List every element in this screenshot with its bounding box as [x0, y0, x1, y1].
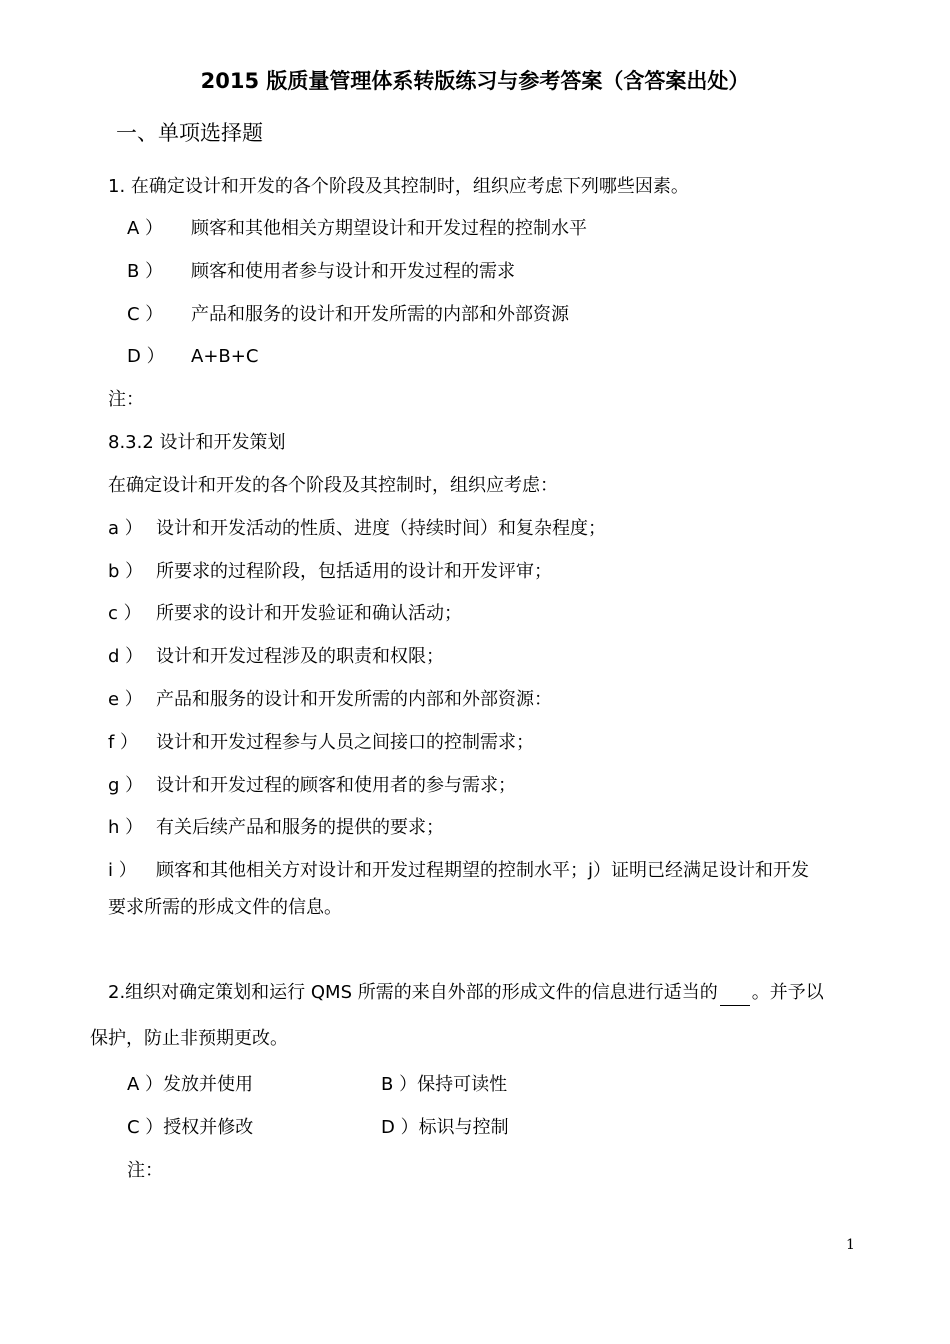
- q1-option-b: [127, 259, 515, 285]
- section-heading: 一、单项选择题: [116, 121, 263, 145]
- option-text: 顾客和其他相关方期望设计和开发过程的控制水平: [191, 218, 587, 239]
- item-text: 有关后续产品和服务的提供的要求；: [156, 817, 444, 838]
- q2-option-b: B ）保持可读性: [381, 1074, 508, 1095]
- item-text: 设计和开发活动的性质、进度（持续时间）和复杂程度；: [156, 518, 606, 539]
- item-label: a ）: [108, 518, 143, 539]
- question-2-part2: 。并予以: [751, 982, 824, 1003]
- item-text: 产品和服务的设计和开发所需的内部和外部资源：: [156, 689, 552, 710]
- answer-blank: [720, 985, 750, 1006]
- item-text: 顾客和其他相关方对设计和开发过程期望的控制水平；j）证明已经满足设计和开发: [156, 860, 809, 881]
- q2-option-c: C ）授权并修改: [127, 1117, 254, 1138]
- question-2-text: [108, 980, 824, 1006]
- option-label: C ）: [127, 304, 164, 325]
- q1-option-c: [127, 302, 569, 328]
- item-label: c ）: [108, 603, 142, 624]
- document-title: 2015 版质量管理体系转版练习与参考答案（含答案出处）: [200, 69, 750, 93]
- q1-item-a: [108, 516, 606, 542]
- option-text: A+B+C: [191, 346, 259, 367]
- q1-option-a: [127, 216, 587, 242]
- q1-item-g: [108, 773, 516, 799]
- q1-item-continuation: 要求所需的形成文件的信息。: [108, 897, 342, 918]
- q1-item-f: [108, 730, 534, 756]
- item-label: g ）: [108, 775, 144, 796]
- option-label: D ）: [127, 346, 165, 367]
- q1-note-label: 注：: [108, 389, 144, 410]
- page-number: 1: [846, 1237, 855, 1253]
- q1-option-d: [127, 344, 258, 370]
- item-label: f ）: [108, 732, 139, 753]
- item-text: 所要求的设计和开发验证和确认活动；: [156, 603, 462, 624]
- item-label: b ）: [108, 561, 144, 582]
- q2-option-d: D ）标识与控制: [381, 1117, 509, 1138]
- q1-clause-intro: 在确定设计和开发的各个阶段及其控制时，组织应考虑：: [108, 475, 558, 496]
- item-text: 设计和开发过程参与人员之间接口的控制需求；: [156, 732, 534, 753]
- question-2-continuation: 保护，防止非预期更改。: [90, 1028, 288, 1049]
- q1-item-i: [108, 858, 809, 884]
- item-label: e ）: [108, 689, 143, 710]
- item-text: 设计和开发过程涉及的职责和权限；: [156, 646, 444, 667]
- item-label: h ）: [108, 817, 144, 838]
- item-text: 设计和开发过程的顾客和使用者的参与需求；: [156, 775, 516, 796]
- q2-note-label: 注：: [127, 1160, 163, 1181]
- q1-item-b: [108, 559, 552, 585]
- q1-item-h: [108, 815, 444, 841]
- q2-option-a: A ）发放并使用: [127, 1074, 254, 1095]
- q1-item-e: [108, 687, 552, 713]
- q1-item-d: [108, 644, 444, 670]
- item-label: i ）: [108, 860, 137, 881]
- q1-clause-reference: 8.3.2 设计和开发策划: [108, 432, 286, 453]
- option-text: 产品和服务的设计和开发所需的内部和外部资源: [191, 304, 569, 325]
- item-label: d ）: [108, 646, 144, 667]
- option-text: 顾客和使用者参与设计和开发过程的需求: [191, 261, 515, 282]
- option-label: A ）: [127, 218, 164, 239]
- question-1-text: 1. 在确定设计和开发的各个阶段及其控制时，组织应考虑下列哪些因素。: [108, 176, 689, 197]
- question-2-part1: 2.组织对确定策划和运行 QMS 所需的来自外部的形成文件的信息进行适当的: [108, 982, 718, 1003]
- q1-item-c: [108, 601, 462, 627]
- item-text: 所要求的过程阶段，包括适用的设计和开发评审；: [156, 561, 552, 582]
- option-label: B ）: [127, 261, 164, 282]
